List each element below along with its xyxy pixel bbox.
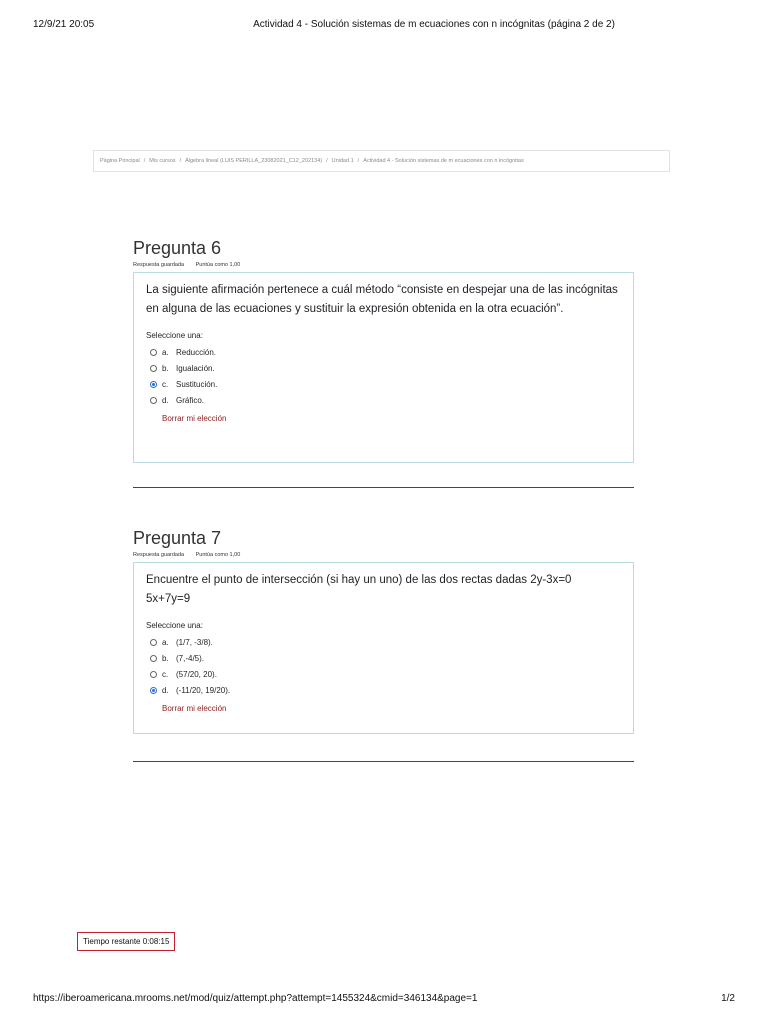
radio-button[interactable] [150,349,157,356]
print-title: Actividad 4 - Solución sistemas de m ecuaciones con n incógnitas (página 2 de 2) [253,19,615,30]
breadcrumb-separator: / [326,158,328,164]
question-divider [133,487,634,488]
radio-button[interactable] [150,671,157,678]
question-meta [133,262,634,270]
clear-choice-link[interactable]: Borrar mi elección [162,414,227,423]
breadcrumb-separator: / [143,158,146,164]
answer-text: (-11/20, 19/20). [176,685,231,695]
answer-letter: c. [162,669,169,679]
answer-letter: a. [162,347,169,357]
breadcrumb-separator: / [357,158,360,164]
question-score: Puntúa como 1,00 [195,262,241,268]
answer-text: Gráfico. [176,395,205,405]
question-box [133,562,634,734]
question-status: Respuesta guardada [133,552,185,558]
answer-option-c[interactable] [146,666,621,682]
print-url: https://iberoamericana.mrooms.net/mod/quiz/attempt.php?attempt=1455324&cmid=346134&page=1 [33,993,478,1004]
radio-button[interactable] [150,639,157,646]
answer-letter: b. [162,653,169,663]
answer-option-b[interactable] [146,650,621,666]
question-status: Respuesta guardada [133,262,185,268]
breadcrumb-course[interactable]: Álgebra lineal (LUIS PERILLA_23082021_C12_202134) [185,158,323,164]
breadcrumb-home[interactable]: Página Principal [100,158,140,164]
print-date: 12/9/21 20:05 [33,19,95,30]
question-meta [133,552,634,560]
answer-text: (1/7, -3/8). [176,637,213,647]
breadcrumb-separator: / [179,158,182,164]
answer-letter: d. [162,395,169,405]
radio-button-selected[interactable] [150,687,157,694]
answer-letter: a. [162,637,169,647]
time-remaining-timer: Tiempo restante 0:08:15 [77,932,175,951]
answer-option-d[interactable] [146,682,621,698]
answer-option-b[interactable] [146,360,621,376]
answer-letter: c. [162,379,169,389]
answer-text: Reducción. [176,347,217,357]
question-6 [133,238,634,463]
answer-letter: d. [162,685,169,695]
question-title: Pregunta 6 [133,238,222,258]
clear-choice-link[interactable]: Borrar mi elección [162,704,227,713]
question-text: La siguiente afirmación pertenece a cuál método “consiste en despejar una de las incógnitas en alguna de las ecuaciones y sustituir la expresión obtenida en la otra ecuación”. [146,284,618,315]
answer-prompt: Seleccione una: [146,621,203,630]
radio-button[interactable] [150,655,157,662]
answer-option-c[interactable] [146,376,621,392]
breadcrumb [93,150,670,172]
answer-text: (7,-4/5). [176,653,205,663]
question-7 [133,528,634,734]
radio-button[interactable] [150,365,157,372]
answer-letter: b. [162,363,169,373]
answer-option-d[interactable] [146,392,621,408]
breadcrumb-unit[interactable]: Unidad 1 [331,158,354,164]
question-text: Encuentre el punto de intersección (si hay un uno) de las dos rectas dadas 2y-3x=0 5x+7y=9 [146,574,572,605]
question-divider [133,761,634,762]
print-page-number: 1/2 [721,993,735,1004]
answer-prompt: Seleccione una: [146,331,203,340]
answer-text: Igualación. [176,363,215,373]
answer-text: Sustitución. [176,379,218,389]
answer-option-a[interactable] [146,634,621,650]
breadcrumb-my-courses[interactable]: Mis cursos [149,158,176,164]
question-score: Puntúa como 1,00 [195,552,241,558]
radio-button[interactable] [150,397,157,404]
answer-text: (57/20, 20). [176,669,217,679]
question-title: Pregunta 7 [133,528,222,548]
question-box [133,272,634,463]
breadcrumb-activity[interactable]: Actividad 4 - Solución sistemas de m ecuaciones con n incógnitas [363,158,524,164]
radio-button-selected[interactable] [150,381,157,388]
answer-option-a[interactable] [146,344,621,360]
